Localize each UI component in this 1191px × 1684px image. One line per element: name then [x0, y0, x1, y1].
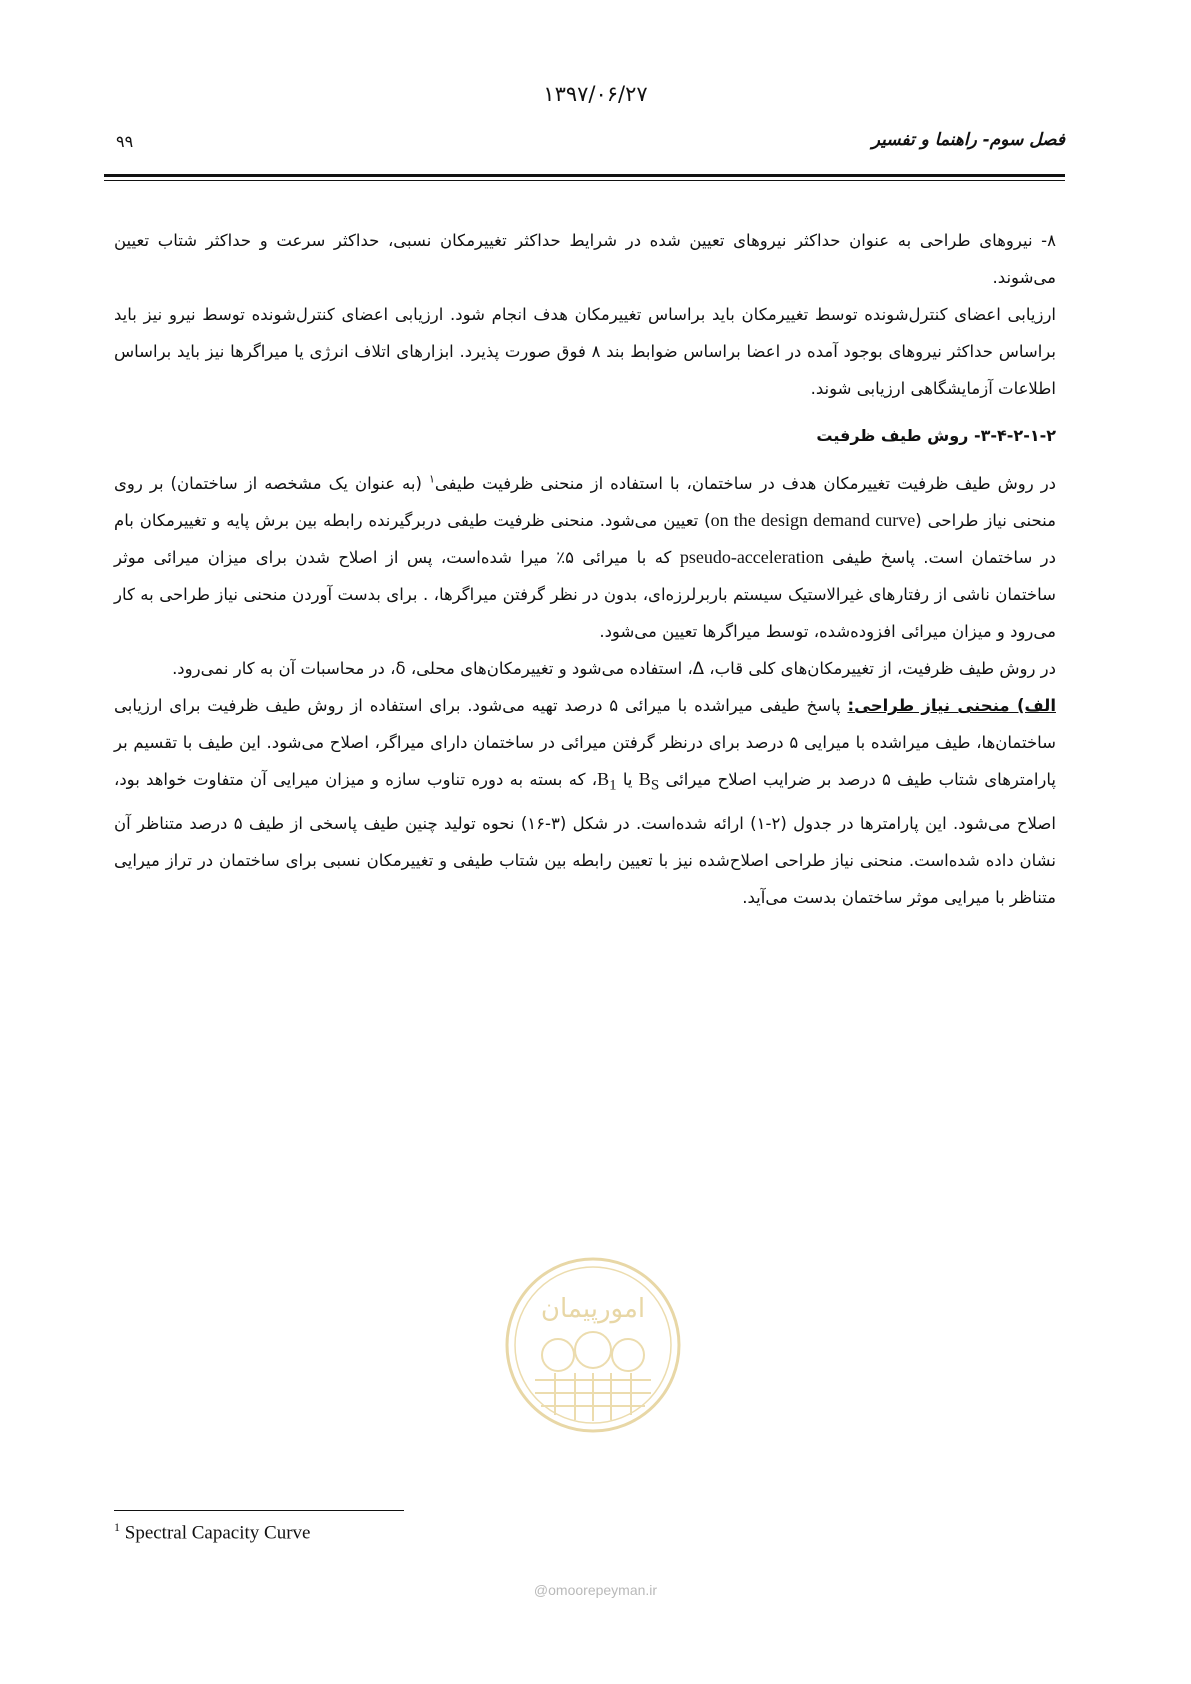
footnote-rule	[114, 1510, 404, 1511]
watermark-logo-text: امورپیمان	[540, 1294, 646, 1324]
paragraph-design-demand	[114, 687, 1056, 916]
watermark-site: @omoorepeyman.ir	[533, 1582, 658, 1598]
paragraph-evaluation: ارزیابی اعضای کنترل‌شونده توسط تغییرمکان باید براساس تغییرمکان هدف انجام شود. ارزیابی اعضای کنترل‌شونده توسط نیرو نیز باید براساس حداکثر نیروهای بوجود آمده در اعضا براساس ضوابط بند ۸ فوق صورت پذیرد. ابزارهای اتلاف انرژی یا میراگرها نیز باید براساس اطلاعات آزمایشگاهی ارزیابی شوند.	[114, 305, 1056, 398]
text-run: (به عنوان یک مشخصه از ساختمان) بر روی منحنی نیاز طراحی (	[114, 474, 1056, 530]
watermark-logo-icon	[503, 1255, 683, 1435]
footnote-text: Spectral Capacity Curve	[124, 1522, 311, 1544]
symbol-letter: B	[597, 769, 610, 789]
page-date: ۱۳۹۷/۰۶/۲۷	[543, 82, 648, 106]
paragraph-displacements: در روش طیف ظرفیت، از تغییرمکان‌های کلی قاب، Δ، استفاده می‌شود و تغییرمکان‌های محلی، δ، در محاسبات آن به کار نمی‌رود.	[172, 659, 1056, 678]
text-run: پاسخ طیفی میراشده با میرائی ۵ درصد تهیه می‌شود. برای استفاده از روش طیف ظرفیت برای ارزیابی ساختمان‌ها، طیف میراشده با میرایی ۵ درصد برای درنظر گرفتن میرائی در ساختمان دارای میراگر، اصلاح می‌شود. این طیف با تقسیم بر پارامترهای شتاب طیف ۵ درصد بر ضرایب اصلاح میرائی	[114, 696, 1057, 789]
footnote	[114, 1520, 310, 1544]
body-text	[114, 222, 1056, 916]
paragraph-capacity-spectrum	[114, 465, 1056, 650]
section-heading: ۳-۴-۲-۱-۲- روش طیف ظرفیت	[816, 426, 1056, 445]
paragraph-item-8: ۸- نیروهای طراحی به عنوان حداکثر نیروهای تعیین شده در شرایط حداکثر تغییرمکان نسبی، حداکثر سرعت و حداکثر شتاب تعیین می‌شوند.	[114, 231, 1056, 287]
symbol-letter: B	[638, 769, 651, 789]
symbol-subscript: S	[650, 777, 660, 794]
text-run: ) تعیین می‌شود. منحنی ظرفیت طیفی دربرگیرنده رابطه بین برش پایه و تغییرمکان بام در ساختمان است. پاسخ طیفی	[114, 511, 1056, 567]
header-rule-thick	[104, 174, 1065, 177]
running-header	[104, 130, 1065, 164]
chapter-title: فصل سوم- راهنما و تفسیر	[871, 130, 1065, 150]
text-run: در روش طیف ظرفیت تغییرمکان هدف در ساختمان، با استفاده از منحنی ظرفیت طیفی	[434, 474, 1057, 493]
page-number: ۹۹	[116, 132, 134, 151]
subsection-label: الف) منحنی نیاز طراحی:	[847, 696, 1056, 715]
text-run: ، که بسته به دوره تناوب سازه و میزان میرایی آن متفاوت خواهد بود، اصلاح می‌شود. این پارامترها در جدول (۲-۱) ارائه شده‌است. در شکل (۳-۱۶) نحوه تولید چنین طیف پاسخی از طیف ۵ درصد متناظر آن نشان داده شده‌است. منحنی نیاز طراحی اصلاح‌شده نیز با تعیین رابطه بین شتاب طیفی و تغییرمکان نسبی برای ساختمان در تراز میرایی متناظر با میرایی موثر ساختمان بدست می‌آید.	[114, 770, 1056, 907]
footnote-reference: ۱	[428, 472, 435, 486]
footnote-number: 1	[114, 1520, 120, 1534]
text-run: که با میرائی ۵٪ میرا شده‌است، پس از اصلاح شدن برای میزان میرائی موثر ساختمان ناشی از رفتارهای غیرالاستیک سیستم باربرلرزه‌ای، بدون در نظر گرفتن میراگرها، . برای بدست آوردن منحنی نیاز طراحی به کار می‌رود و میزان میرائی افزوده‌شده، توسط میراگرها تعیین می‌شود.	[114, 548, 1056, 641]
symbol-subscript: 1	[609, 777, 617, 794]
latin-term: pseudo-acceleration	[679, 547, 824, 567]
header-rule-thin	[104, 180, 1065, 181]
latin-term: on the design demand curve	[710, 510, 916, 530]
symbol-bs	[638, 769, 660, 794]
text-run: یا	[616, 770, 639, 789]
symbol-b1	[597, 769, 617, 794]
